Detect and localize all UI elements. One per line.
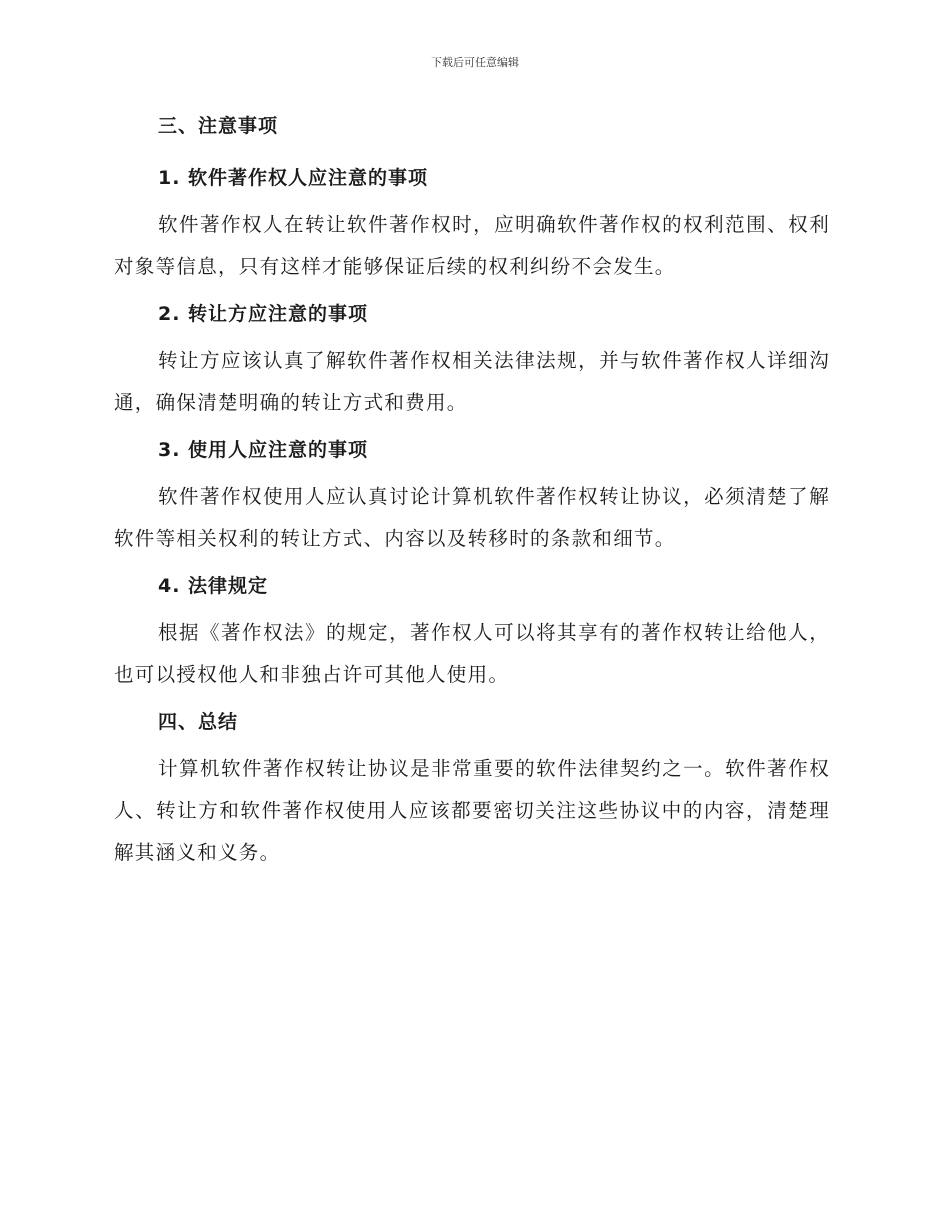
section-3-item-3-body: 软件著作权使用人应认真讨论计算机软件著作权转让协议，必须清楚了解软件等相关权利的转让方式、内容以及转移时的条款和细节。 <box>114 485 830 550</box>
section-4-title: 四、总结 <box>158 711 239 733</box>
section-3-item-1-body: 软件著作权人在转让软件著作权时，应明确软件著作权的权利范围、权利对象等信息，只有这样才能够保证后续的权利纠纷不会发生。 <box>114 213 830 278</box>
section-3-item-2-body: 转让方应该认真了解软件著作权相关法律法规，并与软件著作权人详细沟通，确保清楚明确的转让方式和费用。 <box>114 349 830 414</box>
section-3-item-1-heading: 1. 软件著作权人应注意的事项 <box>158 167 429 189</box>
section-3-item-2-heading: 2. 转让方应注意的事项 <box>158 303 369 325</box>
section-3-item-4-body: 根据《著作权法》的规定，著作权人可以将其享有的著作权转让给他人，也可以授权他人和非独占许可其他人使用。 <box>114 621 830 686</box>
section-3-item-4-heading: 4. 法律规定 <box>158 575 269 597</box>
section-3-title: 三、注意事项 <box>158 115 279 137</box>
section-3-item-3-heading: 3. 使用人应注意的事项 <box>158 439 369 461</box>
section-4-body: 计算机软件著作权转让协议是非常重要的软件法律契约之一。软件著作权人、转让方和软件著作权使用人应该都要密切关注这些协议中的内容，清楚理解其涵义和义务。 <box>114 757 830 864</box>
document-body <box>114 110 830 884</box>
page-header-note: 下载后可任意编辑 <box>431 56 519 69</box>
